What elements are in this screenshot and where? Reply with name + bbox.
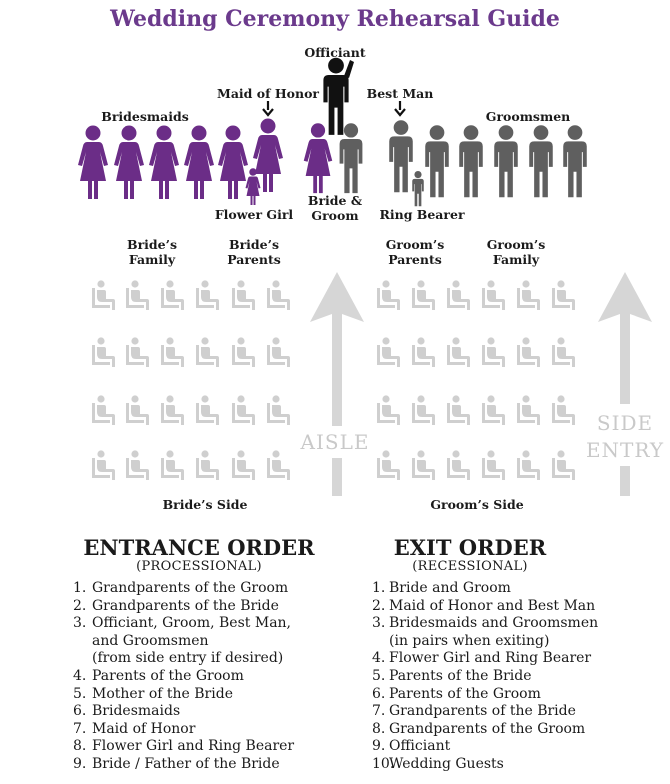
guest-seat-icon [517, 450, 540, 480]
guest-seat-icon [482, 280, 505, 310]
guest-seat-icon [412, 280, 435, 310]
bridesmaid-figure [184, 126, 214, 200]
guest-seat-icon [196, 395, 219, 425]
entrance-order-item-text: Maid of Honor [92, 720, 196, 737]
guest-seat-icon [126, 395, 149, 425]
entrance-order-item [73, 633, 333, 651]
grooms-family-label-line1: Groom’s [486, 237, 546, 252]
guest-seat-icon [552, 337, 575, 367]
groomsman-figure [425, 125, 449, 197]
bridesmaid-figure [218, 126, 248, 200]
exit-order-item [372, 580, 664, 598]
exit-order-item-text: Wedding Guests [389, 755, 504, 772]
groomsmen-label: Groomsmen [485, 109, 571, 124]
guest-seat-icon [92, 395, 115, 425]
guest-seat-icon [552, 280, 575, 310]
brides-parents-label-line1: Bride’s [229, 237, 279, 252]
maid-of-honor-label: Maid of Honor [216, 86, 319, 101]
guest-seat-icon [412, 337, 435, 367]
guest-seat-icon [161, 337, 184, 367]
entrance-order-item [73, 738, 333, 756]
side-entry-arrow-shaft [620, 466, 630, 496]
exit-order-item-number: 8. [372, 720, 386, 737]
exit-order-item-number: 1. [372, 580, 386, 596]
grooms-family-label-line2: Family [492, 252, 540, 267]
page-title: Wedding Ceremony Rehearsal Guide [110, 6, 560, 32]
exit-order-item-text: Parents of the Groom [389, 685, 541, 702]
exit-order-item [372, 738, 664, 756]
entrance-order-item [73, 756, 333, 774]
entrance-order-item-number: 9. [73, 755, 87, 772]
exit-order-item-number: 7. [372, 703, 386, 720]
best-man-label: Best Man [366, 86, 434, 101]
entrance-order-item-number: 1. [73, 580, 87, 596]
side-entry-arrow-icon [598, 272, 652, 404]
grooms-parents-label-line2: Parents [388, 252, 442, 267]
exit-order-item [372, 721, 664, 739]
bridesmaid-figure [149, 126, 179, 200]
guest-seat-icon [92, 450, 115, 480]
groomsman-figure [529, 125, 553, 197]
bride-groom-label-line1: Bride & [307, 193, 363, 208]
entrance-order-item-text: Bridesmaids [92, 703, 181, 720]
guest-seat-icon [267, 395, 290, 425]
entrance-order-item [73, 580, 333, 598]
entrance-order-item-text: Mother of the Bride [92, 685, 233, 702]
exit-order-item-text: Grandparents of the Groom [389, 720, 586, 737]
entrance-order-item-text: Grandparents of the Groom [92, 580, 289, 596]
entrance-order-item [73, 686, 333, 704]
guest-seat-icon [552, 450, 575, 480]
entrance-order-item-number: 4. [73, 667, 87, 684]
exit-order-item-number: 10. [372, 755, 395, 772]
brides-family-label-line1: Bride’s [127, 237, 177, 252]
ring-bearer-label: Ring Bearer [379, 207, 465, 222]
entrance-order-item-text: and Groomsmen [92, 632, 209, 649]
exit-order-list [372, 580, 664, 774]
guest-seat-icon [447, 280, 470, 310]
grooms-parents-label-line1: Groom’s [385, 237, 445, 252]
guest-seat-icon [161, 450, 184, 480]
aisle-arrow-icon [310, 272, 364, 426]
bridesmaid-figure [78, 126, 108, 200]
guest-seat-icon [126, 280, 149, 310]
guest-seat-icon [517, 395, 540, 425]
officiant-figure [323, 58, 348, 135]
exit-order-item-text: Bridesmaids and Groomsmen [389, 615, 599, 632]
guest-seat-icon [196, 337, 219, 367]
entrance-order-item-text: Bride / Father of the Bride [92, 755, 280, 772]
brides-side-label: Bride’s Side [162, 497, 248, 512]
exit-order-item-text: Officiant [389, 738, 451, 755]
side-entry-label-line2: ENTRY [585, 438, 665, 462]
entrance-order-item [73, 721, 333, 739]
entrance-order-list [73, 580, 333, 774]
guest-seat-icon [92, 337, 115, 367]
entrance-order-heading: ENTRANCE ORDER [83, 535, 315, 560]
grooms-side-label: Groom’s Side [430, 497, 524, 512]
guest-seat-icon [482, 395, 505, 425]
aisle-label: AISLE [300, 430, 370, 454]
groomsman-figure [563, 125, 587, 197]
guest-seat-icon [447, 337, 470, 367]
exit-order-item-text: Bride and Groom [389, 580, 511, 596]
exit-order-item-text: (in pairs when exiting) [389, 632, 550, 649]
guest-seat-icon [447, 395, 470, 425]
guest-seat-icon [267, 450, 290, 480]
guest-seat-icon [267, 280, 290, 310]
entrance-order-item [73, 615, 333, 633]
exit-order-item-text: Parents of the Bride [389, 667, 532, 684]
guest-seat-icon [196, 450, 219, 480]
entrance-order-item-number: 8. [73, 738, 87, 755]
officiant-label: Officiant [304, 45, 366, 60]
exit-order-item [372, 703, 664, 721]
entrance-order-item [73, 650, 333, 668]
entrance-order-item-number: 6. [73, 703, 87, 720]
guest-seat-icon [126, 450, 149, 480]
guest-seat-icon [267, 337, 290, 367]
exit-order-item [372, 756, 664, 774]
guest-seat-icon [232, 337, 255, 367]
exit-order-item [372, 615, 664, 633]
guest-seat-icon [92, 280, 115, 310]
exit-order-item [372, 650, 664, 668]
best-man-figure [389, 120, 413, 192]
guest-seat-icon [447, 450, 470, 480]
exit-order-item [372, 686, 664, 704]
guest-seat-icon [232, 395, 255, 425]
guest-seat-icon [161, 280, 184, 310]
exit-order-item-text: Maid of Honor and Best Man [389, 597, 596, 614]
guest-seat-icon [377, 280, 400, 310]
recessional-subheading: (RECESSIONAL) [412, 559, 528, 574]
aisle-arrow-shaft [332, 458, 342, 496]
entrance-order-item-number: 3. [73, 615, 87, 632]
maid-of-honor-arrow-icon [263, 101, 273, 115]
exit-order-item-text: Grandparents of the Bride [389, 703, 576, 720]
guest-seat-icon [126, 337, 149, 367]
bride-groom-label-line2: Groom [311, 208, 359, 223]
entrance-order-item-text: Flower Girl and Ring Bearer [92, 738, 295, 755]
exit-order-item-number: 3. [372, 615, 386, 632]
guest-seat-icon [482, 337, 505, 367]
processional-subheading: (PROCESSIONAL) [136, 559, 262, 574]
bride-figure [304, 123, 333, 193]
exit-order-item-number: 9. [372, 738, 386, 755]
exit-order-item-text: Flower Girl and Ring Bearer [389, 650, 592, 667]
exit-order-item-number: 2. [372, 597, 386, 614]
entrance-order-item-text: Parents of the Groom [92, 667, 244, 684]
best-man-arrow-icon [395, 101, 405, 115]
guest-seat-icon [412, 450, 435, 480]
entrance-order-item-text: (from side entry if desired) [92, 650, 284, 667]
exit-order-item-number: 4. [372, 650, 386, 667]
guest-seat-icon [377, 337, 400, 367]
bridesmaids-label: Bridesmaids [101, 109, 189, 124]
exit-order-item [372, 598, 664, 616]
flower-girl-label: Flower Girl [214, 207, 294, 222]
entrance-order-item-number: 2. [73, 597, 87, 614]
side-entry-label-line1: SIDE [596, 411, 654, 435]
guest-seat-icon [377, 450, 400, 480]
exit-order-item [372, 633, 664, 651]
exit-order-item [372, 668, 664, 686]
guest-seat-icon [412, 395, 435, 425]
guest-seat-icon [232, 280, 255, 310]
entrance-order-item-number: 5. [73, 685, 87, 702]
guest-seat-icon [377, 395, 400, 425]
entrance-order-item-text: Grandparents of the Bride [92, 597, 279, 614]
brides-family-label-line2: Family [128, 252, 176, 267]
ring-bearer-figure [412, 171, 424, 206]
brides-parents-label-line2: Parents [227, 252, 281, 267]
officiant-raised-arm [344, 60, 354, 78]
guest-seat-icon [517, 337, 540, 367]
entrance-order-item [73, 598, 333, 616]
entrance-order-item [73, 668, 333, 686]
guest-seat-icon [517, 280, 540, 310]
guest-seat-icon [196, 280, 219, 310]
exit-order-heading: EXIT ORDER [393, 535, 547, 560]
entrance-order-item-text: Officiant, Groom, Best Man, [92, 615, 292, 632]
exit-order-item-number: 5. [372, 667, 386, 684]
entrance-order-item [73, 703, 333, 721]
bridesmaid-figure [114, 126, 144, 200]
guest-seat-icon [161, 395, 184, 425]
groomsman-figure [494, 125, 518, 197]
guest-seat-icon [232, 450, 255, 480]
guest-seat-icon [552, 395, 575, 425]
exit-order-item-number: 6. [372, 685, 386, 702]
entrance-order-item-number: 7. [73, 720, 87, 737]
guest-seat-icon [482, 450, 505, 480]
groomsman-figure [459, 125, 483, 197]
